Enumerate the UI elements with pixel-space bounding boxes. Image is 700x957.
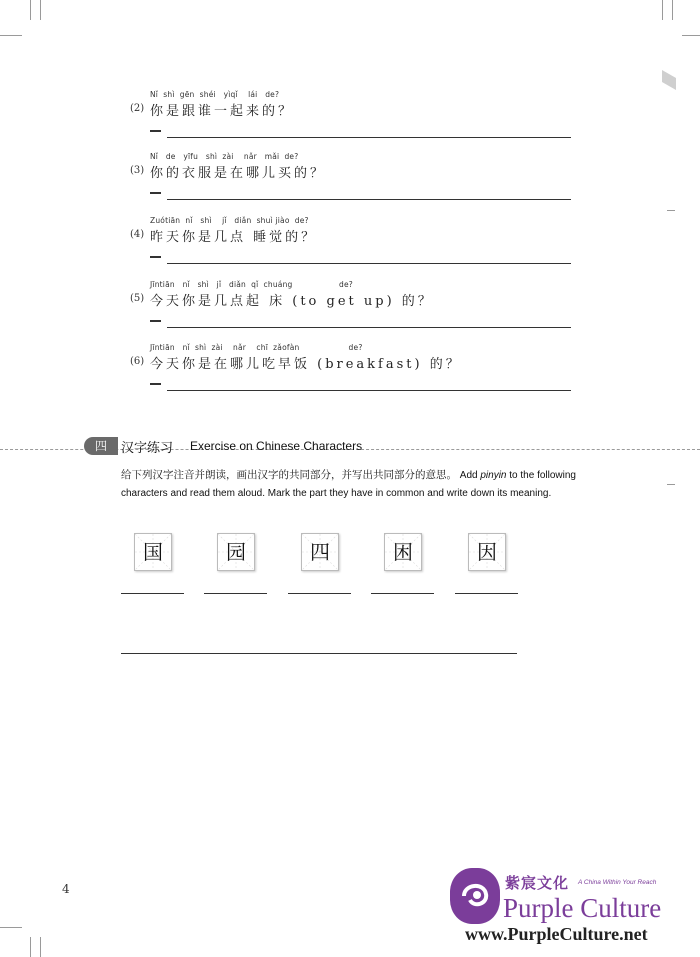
exercise-item [130,343,580,405]
question-text: 昨天你是几点 睡觉的？ [150,230,318,245]
character: 四 [310,540,330,564]
pinyin: Jīntiān nǐ shì jǐ diǎn qǐ chuáng de? [150,280,353,289]
crop-mark [40,937,41,957]
answer-line[interactable] [167,327,571,328]
character-box [134,533,172,571]
pinyin-blank[interactable] [204,593,267,594]
pinyin-blank[interactable] [288,593,351,594]
character: 因 [477,540,497,564]
crop-mark [682,35,700,36]
answer-line[interactable] [167,199,571,200]
answer-line[interactable] [167,263,571,264]
crop-mark [667,484,675,485]
answer-line[interactable] [167,390,571,391]
crop-mark [40,0,41,20]
crop-mark [0,927,22,928]
corner-tab-icon [662,70,676,90]
answer-line[interactable] [167,137,571,138]
exercise-item [130,280,580,342]
question-number: (2) [130,103,145,114]
arrow-icon [150,320,161,322]
question-number: (5) [130,293,145,304]
section-title-cn: 汉字练习 [121,441,174,456]
page-number: 4 [62,882,70,896]
question-number: (4) [130,229,145,240]
instruction-cn: 给下列汉字注音并朗读，画出汉字的共同部分，并写出共同部分的意思。 [121,469,457,481]
exercise-item [130,216,580,278]
pinyin: Nǐ shì gēn shéi yìqǐ lái de? [150,90,280,99]
purple-culture-logo-icon [450,868,500,924]
pinyin-blank[interactable] [455,593,518,594]
meaning-blank[interactable] [121,653,517,654]
character-box [217,533,255,571]
character: 园 [226,540,246,564]
arrow-icon [150,383,161,385]
question-number: (6) [130,356,145,367]
section-title-en: Exercise on Chinese Characters [190,439,363,453]
character-box [301,533,339,571]
pinyin: Jīntiān nǐ shì zài nǎr chī zǎofàn de? [150,343,363,352]
watermark-tagline: A China Within Your Reach [578,879,657,886]
character: 困 [393,540,413,564]
character-box [384,533,422,571]
crop-mark [662,0,663,20]
pinyin: Zuótiān nǐ shì jǐ diǎn shuì jiào de? [150,216,309,225]
crop-mark [0,35,22,36]
question-text: 你是跟谁一起来的？ [150,104,295,119]
crop-mark [30,0,31,20]
instruction-en-pre: Add [459,470,481,481]
question-text: 今天你是在哪儿吃早饭 (breakfast) 的？ [150,357,462,372]
watermark-url: www.PurpleCulture.net [465,924,648,944]
question-text: 今天你是几点起 床 (to get up) 的？ [150,294,434,309]
question-text: 你的衣服是在哪儿买的？ [150,166,327,181]
crop-mark [667,210,675,211]
character-box [468,533,506,571]
question-number: (3) [130,165,145,176]
crop-mark [672,0,673,20]
arrow-icon [150,256,161,258]
arrow-icon [150,130,161,132]
instruction-en-em: pinyin [480,470,507,481]
instruction-en-post: to the following characters and read them aloud. Mark the part they have in common and write down its meaning. [121,470,576,499]
section-number-badge: 四 [84,437,118,455]
pinyin: Nǐ de yīfu shì zài nǎr mǎi de? [150,152,299,161]
instructions [121,466,611,503]
watermark-cn: 紫宸文化 [505,874,570,892]
watermark-name: Purple Culture [503,893,662,923]
pinyin-blank[interactable] [121,593,184,594]
crop-mark [30,937,31,957]
exercise-item [130,90,580,152]
arrow-icon [150,192,161,194]
pinyin-blank[interactable] [371,593,434,594]
character: 国 [143,540,163,564]
exercise-item [130,152,580,214]
